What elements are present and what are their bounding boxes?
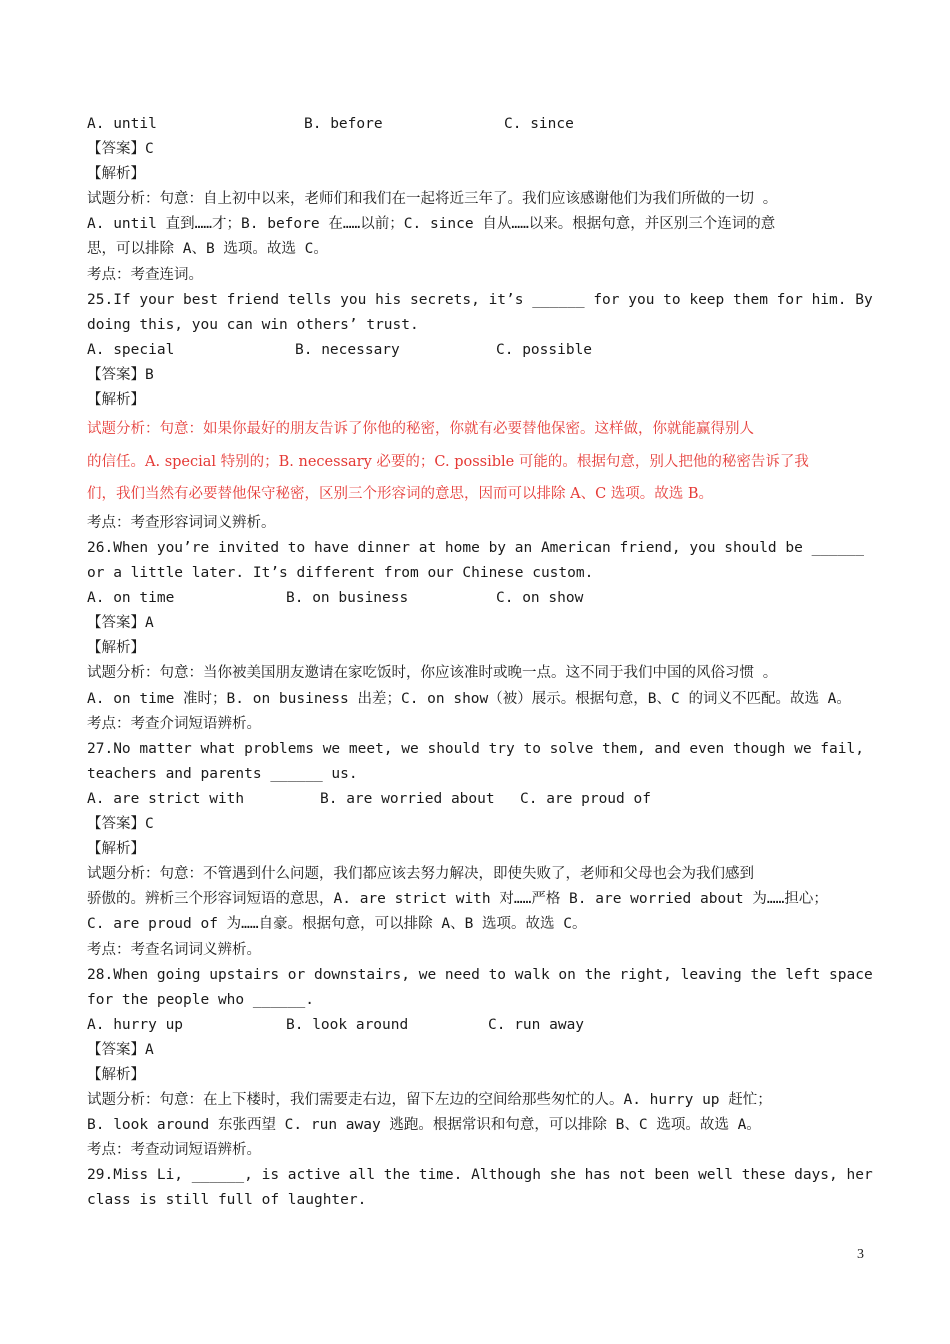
q29-stem-1: 29.Miss Li, ______, is active all the time. Although she has not been well these days, her bbox=[87, 1167, 873, 1184]
q28-option-b: B. look around bbox=[286, 1016, 409, 1033]
q24-options bbox=[87, 112, 877, 137]
q25-options bbox=[87, 338, 877, 363]
q24-analysis-label: 【解析】 bbox=[87, 166, 145, 183]
q24-option-b: B. before bbox=[304, 116, 383, 132]
q28-stem-2: for the people who ______. bbox=[87, 991, 314, 1008]
q25-option-b: B. necessary bbox=[295, 341, 400, 358]
q26-point: 考点：考查介词短语辨析。 bbox=[87, 715, 261, 732]
q28-explanation-2: B. look around 东张西望 C. run away 逃跑。根据常识和句意，可以排除 B、C 选项。故选 A。 bbox=[87, 1117, 761, 1134]
q26-answer: 【答案】A bbox=[87, 615, 154, 632]
q27-option-b: B. are worried about bbox=[320, 790, 495, 807]
q27-stem-2: teachers and parents ______ us. bbox=[87, 765, 358, 782]
q27-explanation-3: C. are proud of 为……自豪。根据句意，可以排除 A、B 选项。故选 C。 bbox=[87, 916, 587, 933]
q26-option-c: C. on show bbox=[496, 590, 584, 607]
q28-options bbox=[87, 1013, 877, 1038]
page-number: 3 bbox=[857, 1247, 864, 1262]
q28-explanation-1: 试题分析：句意：在上下楼时，我们需要走右边，留下左边的空间给那些匆忙的人。A. hurry up 赶忙； bbox=[87, 1092, 772, 1109]
q28-option-c: C. run away bbox=[488, 1016, 585, 1033]
q27-explanation-2: 骄傲的。辨析三个形容词短语的意思，A. are strict with 对……严格 B. are worried about 为……担心； bbox=[87, 891, 828, 908]
q27-analysis-label: 【解析】 bbox=[87, 841, 145, 858]
q26-stem-1: 26.When you’re invited to have dinner at home by an American friend, you should be ______ bbox=[87, 540, 864, 556]
q25-point: 考点：考查形容词词义辨析。 bbox=[87, 514, 276, 531]
q24-explanation-1: 试题分析：句意：自上初中以来，老师们和我们在一起将近三年了。我们应该感谢他们为我们所做的一切 。 bbox=[87, 191, 778, 208]
q25-option-c: C. possible bbox=[496, 341, 593, 358]
q27-point: 考点：考查名词词义辨析。 bbox=[87, 941, 261, 958]
q26-option-a: A. on time bbox=[87, 590, 175, 607]
q26-analysis-label: 【解析】 bbox=[87, 640, 145, 657]
q24-explanation-2: A. until 直到……才；B. before 在……以前；C. since 自从……以来。根据句意，并区别三个连词的意 bbox=[87, 216, 776, 233]
q26-stem-2: or a little later. It’s different from our Chinese custom. bbox=[87, 565, 594, 582]
q28-stem-1: 28.When going upstairs or downstairs, we need to walk on the right, leaving the left space bbox=[87, 966, 873, 983]
q25-explanation-1: 试题分析：句意：如果你最好的朋友告诉了你他的秘密，你就有必要替他保密。这样做，你就能赢得别人 bbox=[87, 421, 754, 438]
q24-point: 考点：考查连词。 bbox=[87, 266, 203, 283]
q26-explanation-1: 试题分析：句意：当你被美国朋友邀请在家吃饭时，你应该准时或晚一点。这不同于我们中国的风俗习惯 。 bbox=[87, 665, 778, 682]
q24-explanation-3: 思，可以排除 A、B 选项。故选 C。 bbox=[87, 241, 328, 258]
q25-option-a: A. special bbox=[87, 341, 175, 358]
q26-options bbox=[87, 586, 877, 611]
q27-option-c: C. are proud of bbox=[520, 790, 651, 807]
q28-answer: 【答案】A bbox=[87, 1041, 154, 1058]
q26-explanation-2: A. on time 准时；B. on business 出差；C. on show（被）展示。根据句意，B、C 的词义不匹配。故选 A。 bbox=[87, 690, 851, 707]
q25-answer: 【答案】B bbox=[87, 366, 154, 383]
q24-option-a: A. until bbox=[87, 116, 157, 132]
q27-stem-1: 27.No matter what problems we meet, we should try to solve them, and even though we fail, bbox=[87, 740, 864, 757]
q27-options bbox=[87, 787, 877, 812]
q25-explanation-2: 的信任。A. special 特别的；B. necessary 必要的；C. possible 可能的。根据句意，别人把他的秘密告诉了我 bbox=[87, 453, 809, 470]
q26-option-b: B. on business bbox=[286, 590, 409, 607]
q25-stem-1: 25.If your best friend tells you his secrets, it’s ______ for you to keep them for him. By bbox=[87, 291, 873, 308]
q28-point: 考点：考查动词短语辨析。 bbox=[87, 1142, 261, 1159]
q27-option-a: A. are strict with bbox=[87, 790, 245, 807]
q25-explanation-3: 们，我们当然有必要替他保守秘密，区别三个形容词的意思，因而可以排除 A、C 选项。故选 B。 bbox=[87, 486, 714, 503]
q28-analysis-label: 【解析】 bbox=[87, 1066, 145, 1083]
document-page bbox=[87, 112, 877, 1214]
q25-analysis-label: 【解析】 bbox=[87, 392, 145, 409]
q27-answer: 【答案】C bbox=[87, 816, 154, 833]
q28-option-a: A. hurry up bbox=[87, 1016, 184, 1033]
q29-stem-2: class is still full of laughter. bbox=[87, 1192, 367, 1209]
q24-answer: 【答案】C bbox=[87, 141, 154, 158]
q24-option-c: C. since bbox=[504, 116, 574, 132]
q27-explanation-1: 试题分析：句意：不管遇到什么问题，我们都应该去努力解决，即使失败了，老师和父母也会为我们感到 bbox=[87, 866, 754, 883]
q25-stem-2: doing this, you can win others’ trust. bbox=[87, 316, 419, 333]
